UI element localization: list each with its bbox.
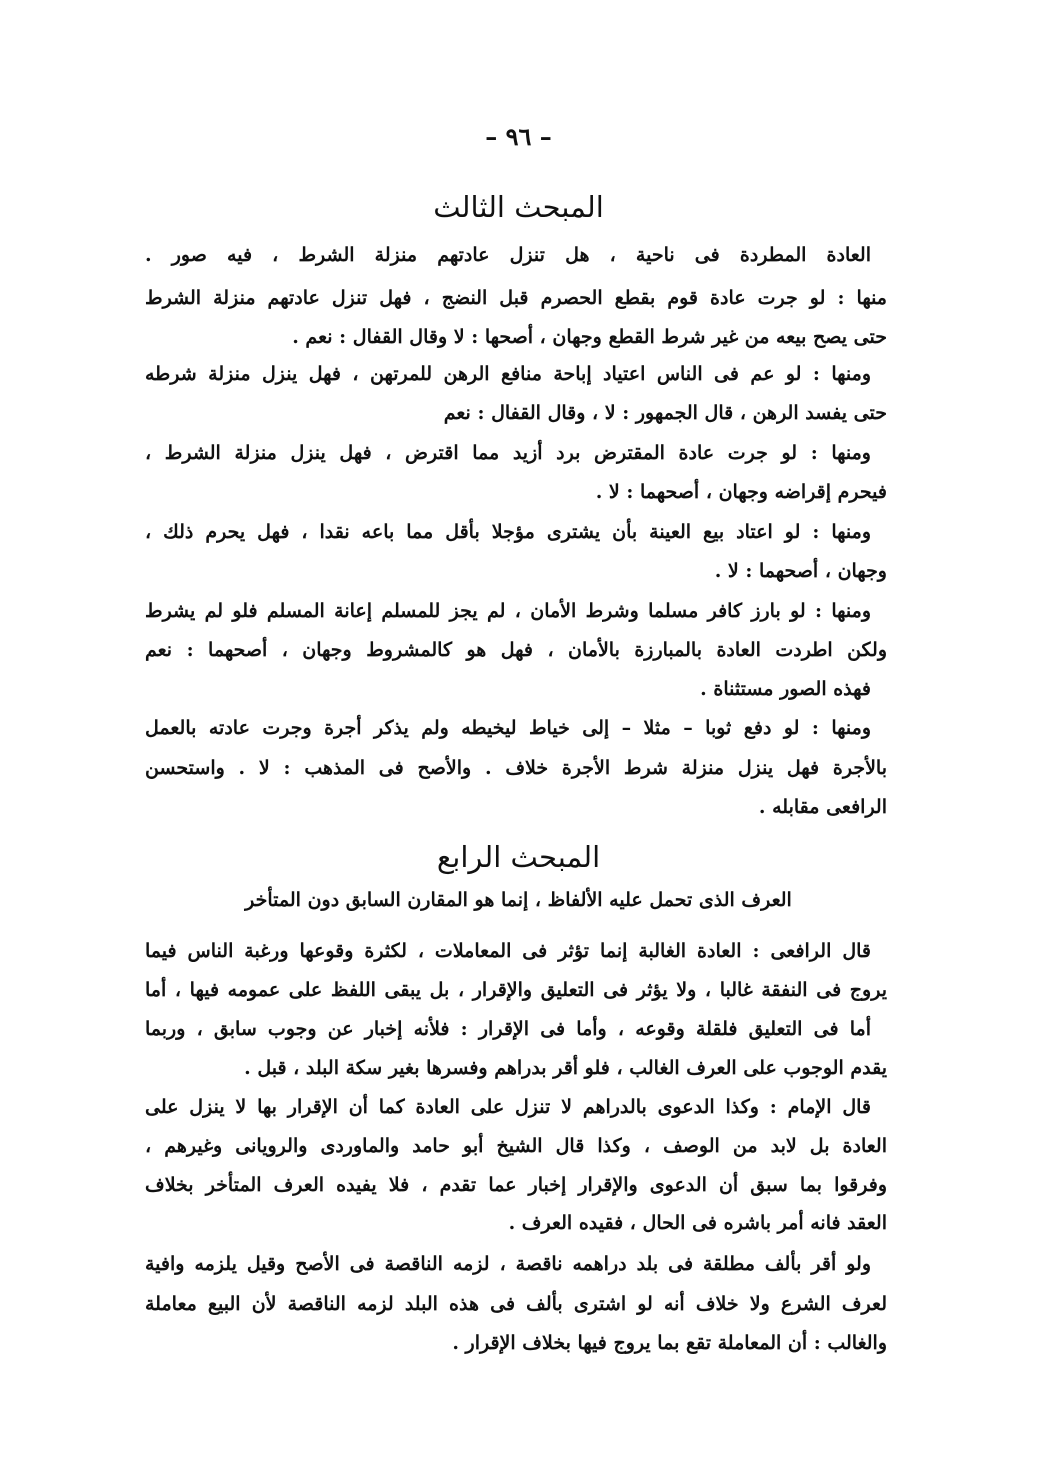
paragraph-line: وجهان ، أصحهما : لا .	[714, 560, 887, 582]
paragraph-line: قال الإمام : وكذا الدعوى بالدراهم لا تنزل على العادة كما أن الإقرار بها لا ينزل على	[145, 1096, 871, 1118]
paragraph-line: ومنها : لو بارز كافر مسلما وشرط الأمان ، لم يجز للمسلم إعانة المسلم فلو لم يشرط	[145, 600, 871, 622]
paragraph-line: العادة بل لابد من الوصف ، وكذا قال الشيخ أبو حامد والماوردى والرويانى وغيرهم ،	[145, 1135, 887, 1157]
paragraph-line: فهذه الصور مستثناة .	[700, 678, 871, 700]
paragraph-line: ومنها : لو اعتاد بيع العينة بأن يشترى مؤجلا بأقل مما باعه نقدا ، فهل يحرم ذلك ،	[145, 521, 871, 543]
section-heading-fourth: المبحث الرابع	[436, 840, 601, 874]
paragraph-line: ومنها : لو دفع ثوبا – مثلا – إلى خياط ليخيطه ولم يذكر أجرة وجرت عادته بالعمل	[145, 717, 871, 739]
paragraph-line: حتى يصح بيعه من غير شرط القطع وجهان ، أصحها : لا وقال القفال : نعم .	[292, 326, 887, 348]
section-heading-third: المبحث الثالث	[433, 190, 604, 224]
paragraph-line: يروج فى النفقة غالبا ، ولا يؤثر فى التعليق والإقرار ، بل يبقى اللفظ على عمومه فيها ، أما	[145, 979, 887, 1001]
paragraph-line: ومنها : لو جرت عادة المقترض برد أزيد مما اقترض ، فهل ينزل منزلة الشرط ،	[145, 442, 871, 464]
paragraph-line: ومنها : لو عم فى الناس اعتياد إباحة منافع الرهن للمرتهن ، فهل ينزل منزلة شرطه	[145, 363, 871, 385]
paragraph-line: فيحرم إقراضه وجهان ، أصحهما : لا .	[595, 481, 887, 503]
page-number: – ٩٦ –	[485, 122, 552, 151]
paragraph-line: ولو أقر بألف مطلقة فى بلد دراهمه ناقصة ، لزمه الناقصة فى الأصح وقيل يلزمه وافية	[145, 1253, 871, 1275]
paragraph-line: لعرف الشرع ولا خلاف أنه لو اشترى بألف فى هذه البلد لزمه الناقصة لأن البيع معاملة	[145, 1293, 887, 1315]
section-subheading: العرف الذى تحمل عليه الألفاظ ، إنما هو المقارن السابق دون المتأخر	[245, 889, 792, 911]
paragraph-line: ولكن اطردت العادة بالمبارزة بالأمان ، فهل هو كالمشروط وجهان ، أصحهما : نعم	[145, 639, 887, 661]
paragraph-line: العقد فانه أمر باشره فى الحال ، فقيده العرف .	[508, 1212, 887, 1234]
paragraph-line: أما فى التعليق فلقلة وقوعه ، وأما فى الإقرار : فلأنه إخبار عن وجوب سابق ، وربما	[145, 1018, 871, 1040]
paragraph-line: والغالب : أن المعاملة تقع بما يروج فيها بخلاف الإقرار .	[452, 1332, 887, 1354]
paragraph-line: منها : لو جرت عادة قوم بقطع الحصرم قبل النضج ، فهل تنزل عادتهم منزلة الشرط	[145, 287, 887, 309]
paragraph-line: بالأجرة فهل ينزل منزلة شرط الأجرة خلاف . والأصح فى المذهب : لا . واستحسن	[145, 757, 887, 779]
paragraph-line: قال الرافعى : العادة الغالبة إنما تؤثر فى المعاملات ، لكثرة وقوعها ورغبة الناس فيما	[145, 940, 871, 962]
paragraph-line: العادة المطردة فى ناحية ، هل تنزل عادتهم منزلة الشرط ، فيه صور .	[145, 244, 871, 266]
paragraph-line: حتى يفسد الرهن ، قال الجمهور : لا ، وقال القفال : نعم	[443, 402, 887, 424]
paragraph-line: وفرقوا بما سبق أن الدعوى والإقرار إخبار عما تقدم ، فلا يفيده العرف المتأخر بخلاف	[145, 1174, 887, 1196]
paragraph-line: يقدم الوجوب على العرف الغالب ، فلو أقر بدراهم وفسرها بغير سكة البلد ، قبل .	[244, 1057, 887, 1079]
paragraph-line: الرافعى مقابله .	[758, 796, 887, 818]
